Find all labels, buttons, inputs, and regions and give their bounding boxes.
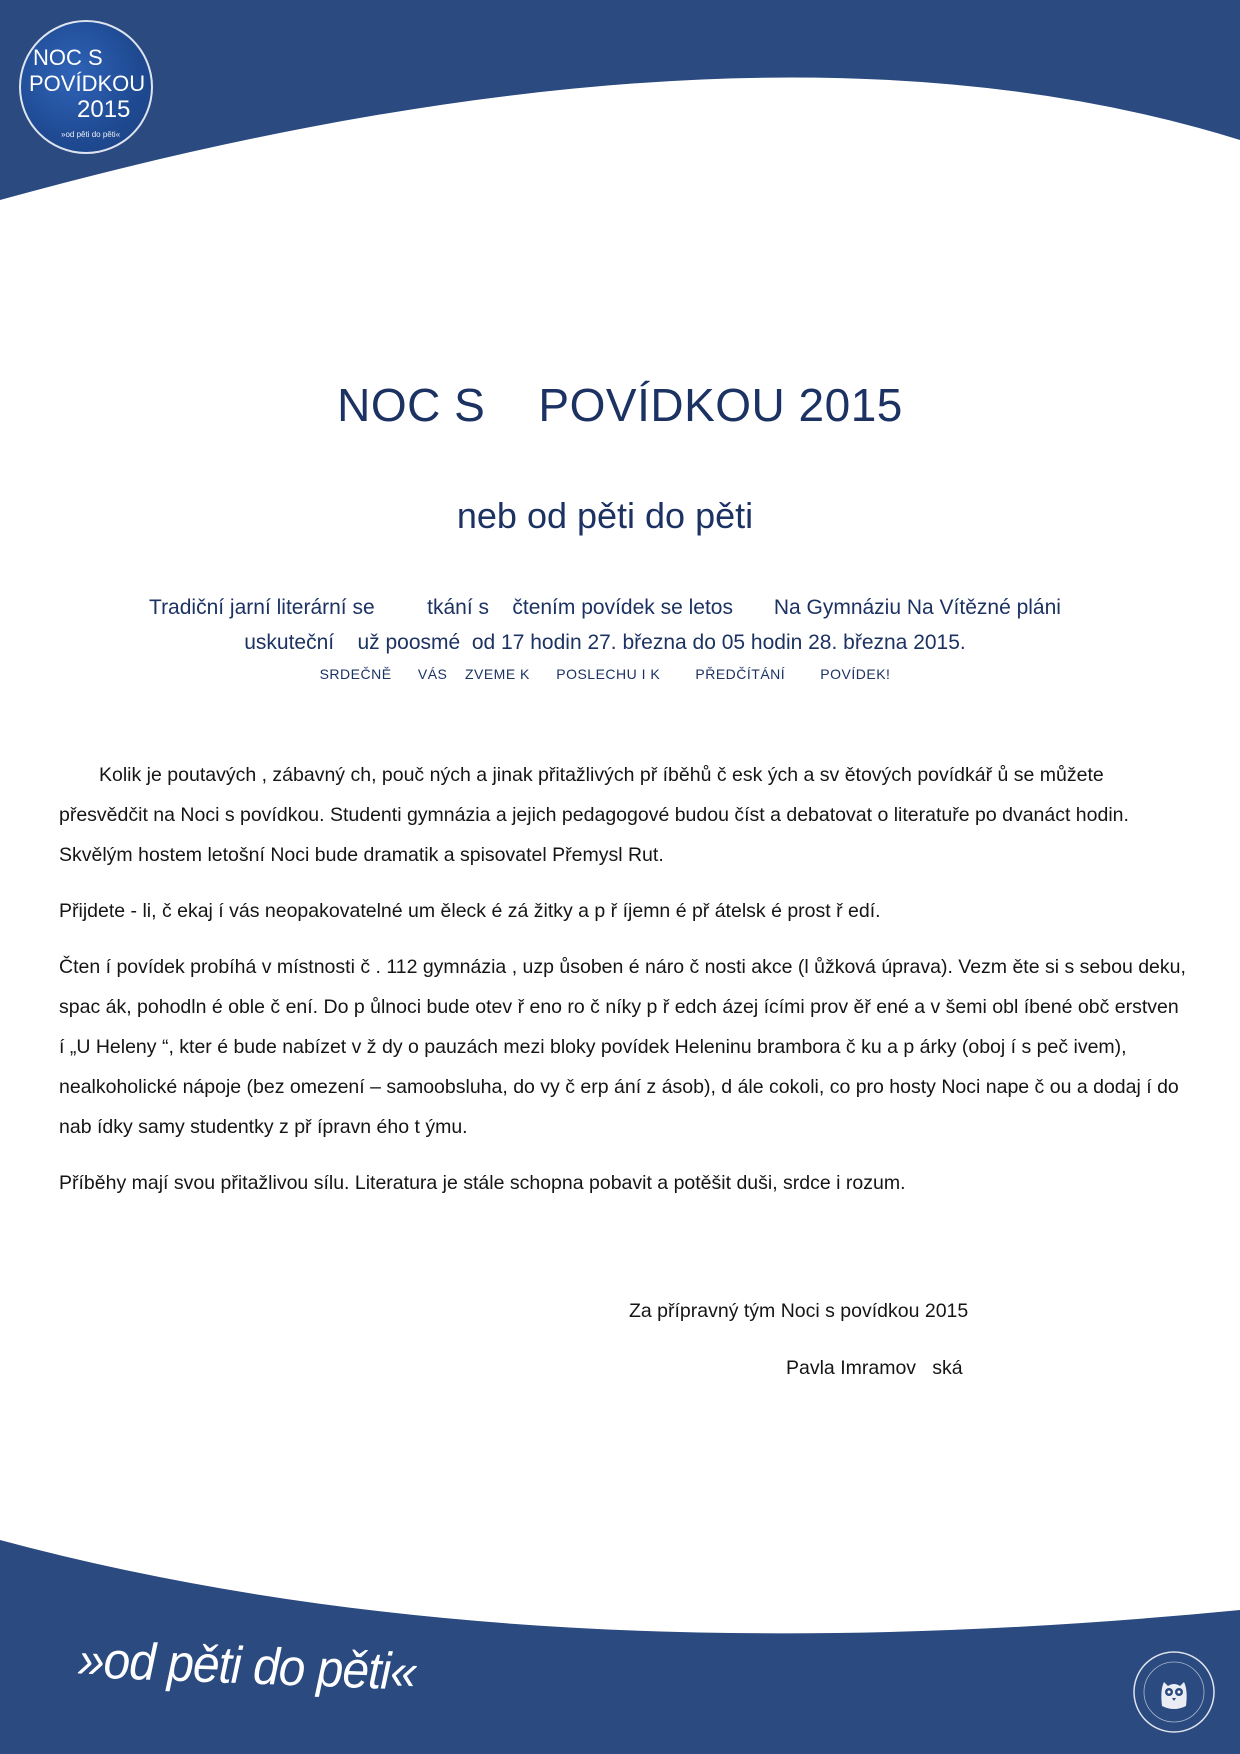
invitation-line: SRDEČNĚ VÁS ZVEME K POSLECHU I K PŘEDČÍTÁNÍ POVÍDEK!	[319, 666, 891, 682]
intro-line-1: Tradiční jarní literární se tkání s čtením povídek se letos Na Gymnáziu Na Vítězné pláni	[149, 596, 1061, 619]
paragraph-3: Čten í povídek probíhá v místnosti č . 112 gymnázia , uzp ůsoben é náro č nosti akce (l ůžková úprava). Vezm ěte si s sebou deku, spac ák, pohodln é oble č ení. Do p ůlnoci bude otev ř eno ro č níky p ř edch ázej ícími prov ěř ené a v šemi obl íbené obč erstven í „U Heleny “, kter é bude nabízet v ž dy o pauzách mezi bloky povídek Heleninu brambora č ku a p árky (oboj í s peč ivem), nealkoholické nápoje (bez omezení – samoobsluha, do vy č erp ání z ásob), d ále cokoli, co pro hosty Noci nape č ou a dodaj í do nab ídky samy studentky z př ípravn ého t ýmu.	[59, 956, 1186, 1138]
paragraph-2: Přijdete - li, č ekaj í vás neopakovatelné um ěleck é zá žitky a p ř íjemn é př átelsk é prost ř edí.	[59, 900, 881, 922]
footer-slogan: »od pěti do pěti«	[77, 1631, 417, 1702]
logo-line-1: NOC S	[33, 45, 103, 70]
body-text	[59, 755, 1189, 1219]
event-logo	[19, 20, 153, 154]
paragraph-4: Příběhy mají svou přitažlivou sílu. Literatura je stále schopna pobavit a potěšit duši, srdce i rozum.	[59, 1172, 906, 1194]
header-band	[0, 0, 1240, 210]
school-seal-icon	[1132, 1650, 1216, 1734]
signature-block	[629, 1283, 968, 1397]
logo-year: 2015	[77, 96, 131, 123]
logo-tagline: »od pěti do pěti«	[61, 130, 121, 139]
logo-line-2: POVÍDKOU	[29, 71, 146, 96]
document-subtitle: neb od pěti do pěti	[456, 495, 754, 536]
document-title: NOC S POVÍDKOU 2015	[337, 379, 903, 431]
intro-line-2: uskuteční už poosmé od 17 hodin 27. března do 05 hodin 28. března 2015.	[244, 631, 966, 654]
intro-block	[100, 590, 1110, 688]
signature-team: Za přípravný tým Noci s povídkou 2015	[629, 1300, 969, 1322]
signature-name: Pavla Imramov ská	[786, 1357, 963, 1379]
paragraph-1: Kolik je poutavých , zábavný ch, pouč ných a jinak přitažlivých př íběhů č esk ých a sv ětových povídkář ů se můžete přesvědčit na Noci s povídkou. Studenti gymnázia a jejich pedagogové budou číst a debatovat o literatuře po dvanáct hodin. Skvělým hostem letošní Noci bude dramatik a spisovatel Přemysl Rut.	[59, 764, 1129, 866]
